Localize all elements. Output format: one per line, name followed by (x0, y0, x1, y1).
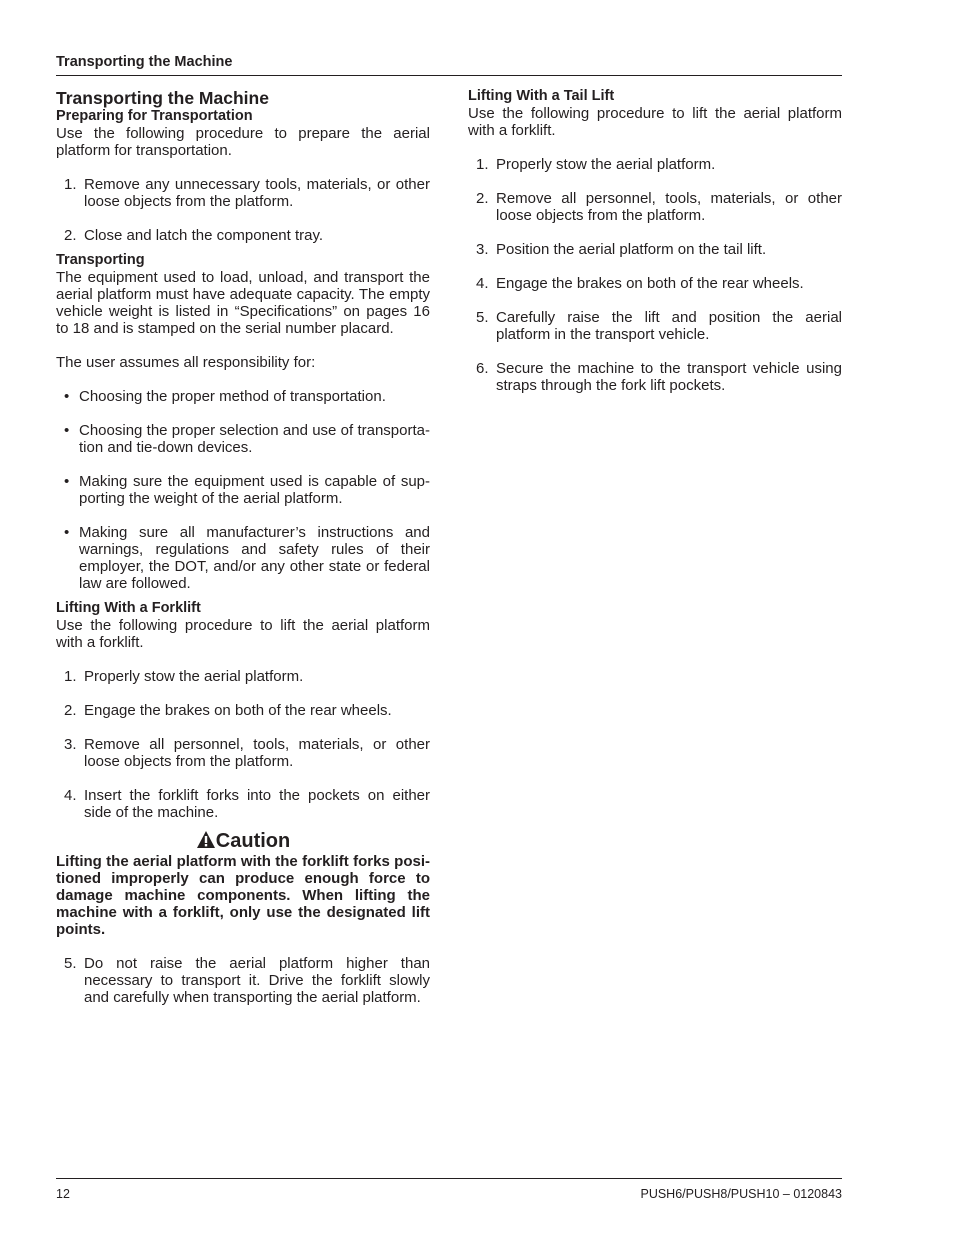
taillift-intro: Use the following procedure to lift the aerial platform with a forklift. (468, 105, 842, 139)
caution-text: Lifting the aerial platform with the forklift forks positioned improperly can produce enough force to damage machine components. When lifting the machine with a forklift, only use the designated lift points. (56, 853, 430, 938)
list-item: 2. Close and latch the component tray. (64, 227, 324, 244)
transporting-para: The equipment used to load, unload, and transport the aerial platform must have adequate capacity. The empty vehicle weight is listed in “Specifications” on pages 16 to 18 and is stamped on the serial number placard. (56, 269, 430, 337)
responsibility-intro: The user assumes all responsibility for: (56, 354, 316, 371)
list-item: 2. Engage the brakes on both of the rear wheels. (64, 702, 392, 719)
prep-heading: Preparing for Transportation (56, 108, 253, 124)
caution-label: Caution (215, 830, 291, 852)
list-item: • Making sure all manufacturer’s instructions and warnings, regulations and safety rules of their employer, the DOT, and/or any other state or federal law are followed. (64, 524, 430, 592)
caution-heading (56, 829, 430, 853)
header-rule (56, 75, 842, 76)
forklift-heading: Lifting With a Forklift (56, 600, 201, 616)
warning-triangle-icon (196, 830, 216, 849)
list-item: 2. Remove all personnel, tools, materials, or other loose objects from the platform. (476, 190, 842, 224)
responsibility-list (56, 388, 430, 592)
list-item: 3. Position the aerial platform on the tail lift. (476, 241, 767, 258)
list-item: 1. Properly stow the aerial platform. (476, 156, 716, 173)
section-title: Transporting the Machine (56, 88, 269, 108)
list-item: • Choosing the proper method of transportation. (64, 388, 386, 405)
list-item: 5. Carefully raise the lift and position the aerial platform in the transport vehicle. (476, 309, 842, 343)
forklift-steps-continued (56, 955, 430, 1006)
taillift-heading: Lifting With a Tail Lift (468, 88, 615, 104)
list-item: 5. Do not raise the aerial platform higher than necessary to transport it. Drive the forklift slowly and carefully when transporting the aerial platform. (64, 955, 430, 1006)
forklift-intro: Use the following procedure to lift the aerial platform with a forklift. (56, 617, 430, 651)
list-item: 1. Remove any unnecessary tools, materials, or other loose objects from the platform. (64, 176, 430, 210)
transporting-heading: Transporting (56, 252, 145, 268)
left-column (56, 88, 430, 1023)
footer-rule (56, 1178, 842, 1179)
list-item: • Making sure the equipment used is capable of supporting the weight of the aerial platform. (64, 473, 430, 507)
page-number: 12 (56, 1187, 70, 1201)
forklift-steps (56, 668, 430, 821)
prep-intro: Use the following procedure to prepare the aerial platform for transportation. (56, 125, 430, 159)
list-item: 1. Properly stow the aerial platform. (64, 668, 304, 685)
doc-id: PUSH6/PUSH8/PUSH10 – 0120843 (640, 1187, 842, 1201)
list-item: 6. Secure the machine to the transport vehicle using straps through the fork lift pockets. (476, 360, 842, 394)
running-head: Transporting the Machine (56, 54, 233, 70)
list-item: 4. Engage the brakes on both of the rear wheels. (476, 275, 804, 292)
list-item: 3. Remove all personnel, tools, materials, or other loose objects from the platform. (64, 736, 430, 770)
list-item: • Choosing the proper selection and use of transportation and tie-down devices. (64, 422, 430, 456)
prep-steps (56, 176, 430, 244)
right-column (468, 88, 842, 411)
taillift-steps (468, 156, 842, 394)
list-item: 4. Insert the forklift forks into the pockets on either side of the machine. (64, 787, 430, 821)
